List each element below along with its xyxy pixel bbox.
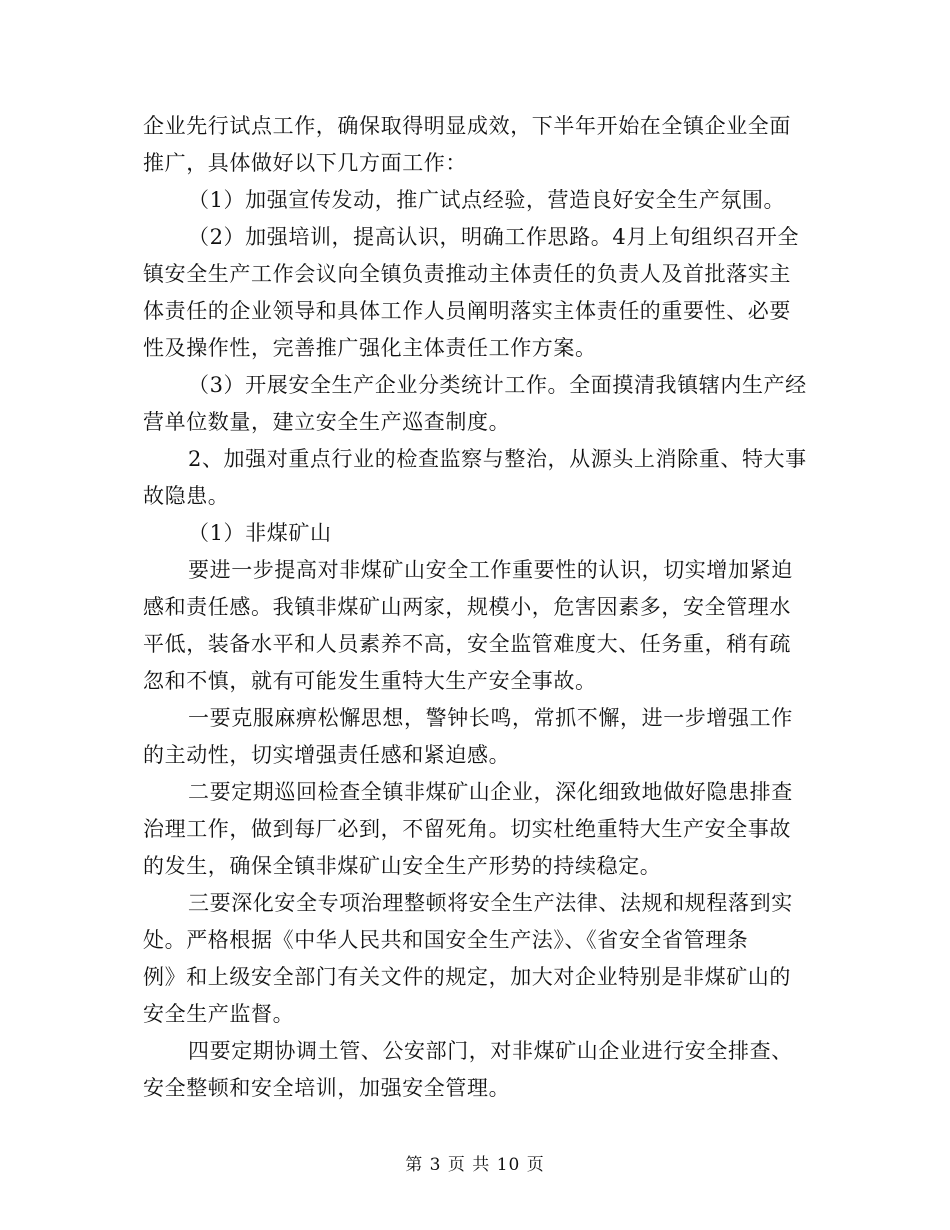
text-line: 四要定期协调土管、公安部门，对非煤矿山企业进行安全排查、	[188, 1039, 793, 1063]
text-line: 治理工作，做到每厂必到，不留死角。切实杜绝重特大生产安全事故	[143, 817, 791, 841]
text-line: 例》和上级安全部门有关文件的规定，加大对企业特别是非煤矿山的	[143, 965, 791, 989]
text-line: 体责任的企业领导和具体工作人员阐明落实主体责任的重要性、必要	[143, 299, 791, 323]
text-line: （3）开展安全生产企业分类统计工作。全面摸清我镇辖内生产经	[188, 373, 807, 397]
text-line: 感和责任感。我镇非煤矿山两家，规模小，危害因素多，安全管理水	[143, 595, 791, 619]
text-line: 安全生产监督。	[143, 1002, 295, 1026]
text-line: 镇安全生产工作会议向全镇负责推动主体责任的负责人及首批落实主	[143, 262, 791, 286]
text-line: 三要深化安全专项治理整顿将安全生产法律、法规和规程落到实	[188, 891, 793, 915]
page-number: 第 3 页 共 10 页	[405, 1155, 545, 1175]
text-line: 平低，装备水平和人员素养不高，安全监管难度大、任务重，稍有疏	[143, 632, 791, 656]
text-line: 营单位数量，建立安全生产巡查制度。	[143, 410, 511, 434]
text-line: 一要克服麻痹松懈思想，警钟长鸣，常抓不懈，进一步增强工作	[188, 706, 793, 730]
text-line: 故隐患。	[143, 484, 230, 508]
text-line: 处。严格根据《中华人民共和国安全生产法》、《省安全省管理条	[143, 928, 749, 952]
text-line: 推广，具体做好以下几方面工作：	[143, 151, 467, 175]
text-line: 企业先行试点工作，确保取得明显成效，下半年开始在全镇企业全面	[143, 114, 791, 138]
section-heading: （1）非煤矿山	[188, 521, 332, 545]
text-line: 二要定期巡回检查全镇非煤矿山企业，深化细致地做好隐患排查	[188, 780, 793, 804]
text-line: （1）加强宣传发动，推广试点经验，营造良好安全生产氛围。	[188, 188, 786, 212]
text-line: 的发生，确保全镇非煤矿山安全生产形势的持续稳定。	[143, 854, 662, 878]
text-line: 的主动性，切实增强责任感和紧迫感。	[143, 743, 511, 767]
body-text	[143, 108, 808, 1107]
text-line: 性及操作性，完善推广强化主体责任工作方案。	[143, 336, 597, 360]
text-line: 忽和不慎，就有可能发生重特大生产安全事故。	[143, 669, 597, 693]
text-line: 安全整顿和安全培训，加强安全管理。	[143, 1076, 511, 1100]
text-line: 要进一步提高对非煤矿山安全工作重要性的认识，切实增加紧迫	[188, 558, 793, 582]
text-line: （2）加强培训，提高认识，明确工作思路。4月上旬组织召开全	[188, 225, 800, 249]
text-line: 2、加强对重点行业的检查监察与整治，从源头上消除重、特大事	[188, 447, 807, 471]
